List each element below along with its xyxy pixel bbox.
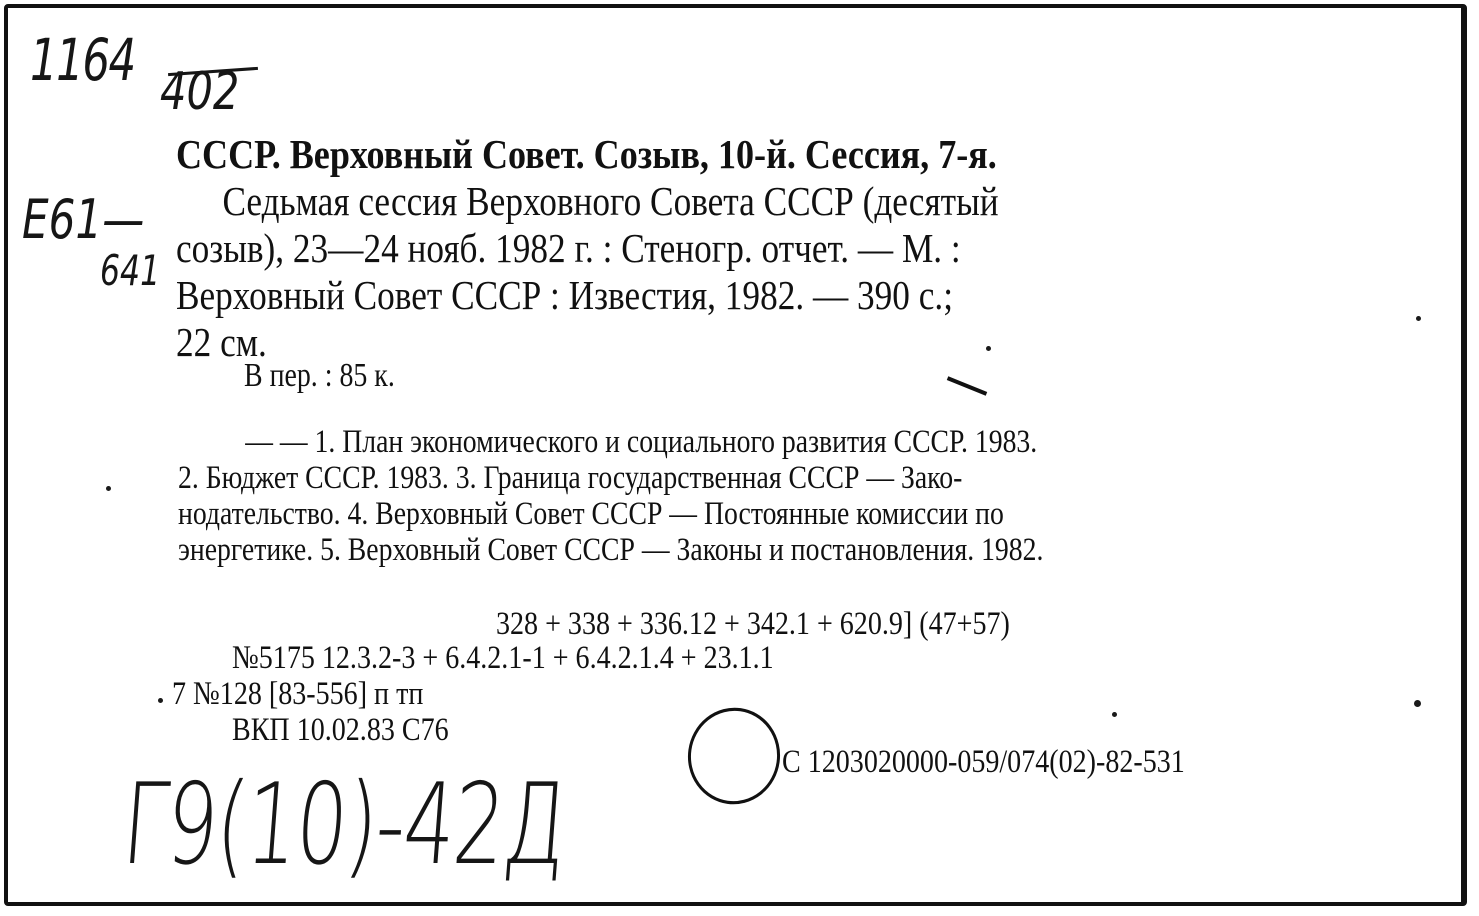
handwritten-class-code-sub: 641 (100, 246, 161, 295)
classification-codes: 328 + 338 + 336.12 + 342.1 + 620.9] (47+57) (496, 606, 1010, 642)
vkp-date: ВКП 10.02.83 С76 (232, 712, 449, 748)
scan-speck (158, 698, 163, 703)
publisher-code: С 1203020000-059/074(02)-82-531 (782, 744, 1185, 780)
scan-speck (1414, 700, 1421, 707)
scan-speck (1112, 712, 1117, 717)
description-line: Верховный Совет СССР : Известия, 1982. — 390 с.; (176, 272, 953, 318)
subject-line: энергетике. 5. Верховный Совет СССР — Законы и постановления. 1982. (178, 532, 1044, 568)
description-line: Седьмая сессия Верховного Совета СССР (десятый (222, 178, 999, 224)
print-order-number: 7 №128 [83-556] п тп (172, 676, 424, 712)
registry-number: №5175 12.3.2-3 + 6.4.2.1-1 + 6.4.2.1.4 + 23.1.1 (232, 640, 774, 676)
subject-line: нодательство. 4. Верховный Совет СССР — Постоянные комиссии по (178, 496, 1004, 532)
handwritten-call-number: 1164 (30, 26, 135, 94)
scan-speck (1416, 316, 1421, 321)
card-heading: СССР. Верховный Совет. Созыв, 10-й. Сессия, 7-я. (176, 131, 997, 177)
price-note: В пер. : 85 к. (244, 357, 395, 394)
subject-headings (178, 424, 1208, 568)
scan-speck (106, 486, 111, 491)
description-line: созыв), 23—24 нояб. 1982 г. : Стеногр. отчет. — М. : (176, 225, 961, 271)
handwritten-bottom-code: Г9(10)-42Д (118, 760, 570, 890)
description-line: 22 см. (176, 319, 267, 365)
bibliographic-description (176, 178, 1366, 366)
subject-line: — — 1. План экономического и социального развития СССР. 1983. (245, 424, 1038, 460)
scan-speck (986, 346, 991, 351)
handwritten-call-number-sub: 402 (160, 62, 240, 122)
handwritten-class-code: E61— (22, 188, 145, 251)
subject-line: 2. Бюджет СССР. 1983. 3. Граница государственная СССР — Зако- (178, 460, 963, 496)
